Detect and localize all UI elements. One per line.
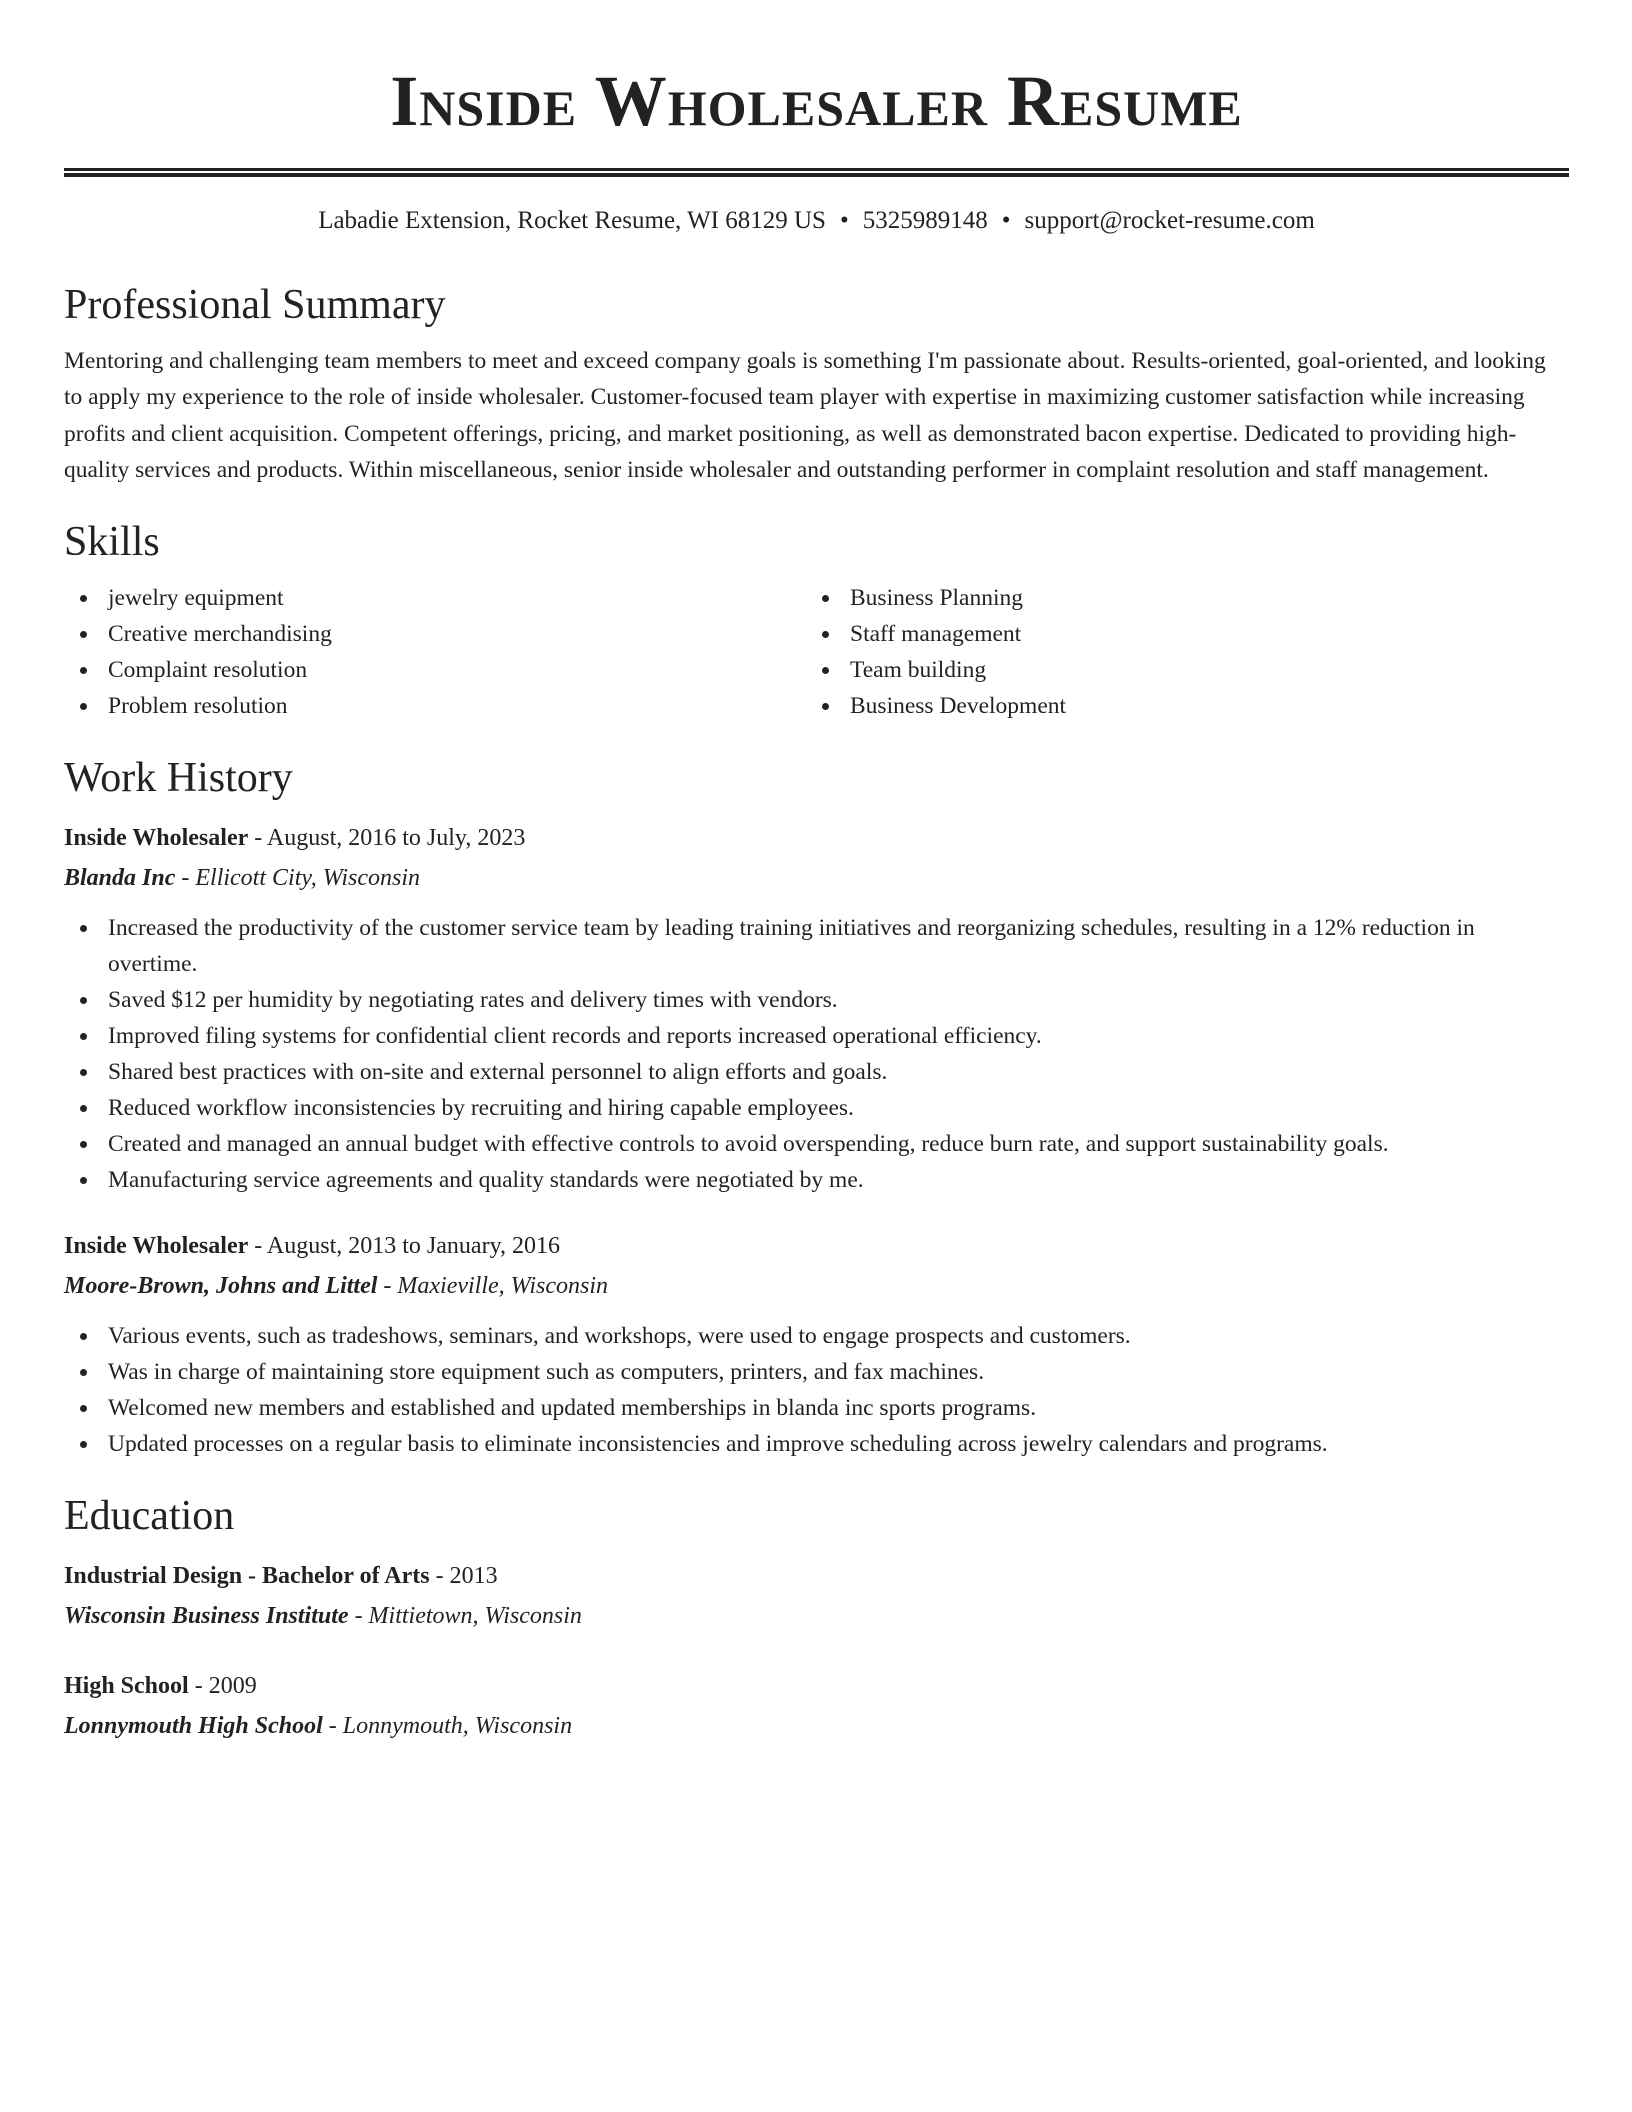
job-responsibilities bbox=[64, 1318, 1569, 1462]
skills-column-left bbox=[64, 580, 806, 724]
job-bullet: Welcomed new members and established and updated memberships in blanda inc sports programs. bbox=[64, 1390, 1569, 1426]
job-dates: - August, 2016 to July, 2023 bbox=[248, 825, 526, 852]
skill-item: Complaint resolution bbox=[64, 652, 806, 688]
skills-heading: Skills bbox=[64, 519, 160, 566]
job-responsibilities bbox=[64, 910, 1569, 1198]
degree-line bbox=[64, 1556, 1569, 1596]
resume-page bbox=[64, 0, 1569, 1746]
school-location: - Mittietown, Wisconsin bbox=[348, 1603, 582, 1630]
job-bullet: Created and managed an annual budget with effective controls to avoid overspending, reduce burn rate, and support sustainability goals. bbox=[64, 1126, 1569, 1162]
skill-item: Team building bbox=[806, 652, 1548, 688]
job-bullet: Improved filing systems for confidential client records and reports increased operational efficiency. bbox=[64, 1018, 1569, 1054]
skills-list bbox=[64, 580, 1569, 724]
degree-line bbox=[64, 1666, 1569, 1706]
degree: High School bbox=[64, 1673, 189, 1700]
summary-text: Mentoring and challenging team members to meet and exceed company goals is something I'm passionate about. Results-oriented, goal-oriented, and looking to apply my experience to the role of inside wholesaler. Customer-focused team player with expertise in maximizing customer satisfaction while increasing profits and client acquisition. Competent offerings, pricing, and market positioning, as well as demonstrated bacon expertise. Dedicated to providing high-quality services and products. Within miscellaneous, senior inside wholesaler and outstanding performer in complaint resolution and staff management. bbox=[64, 348, 1546, 483]
job-bullet: Manufacturing service agreements and quality standards were negotiated by me. bbox=[64, 1162, 1569, 1198]
job-entry bbox=[64, 818, 1569, 1198]
school-location: - Lonnymouth, Wisconsin bbox=[322, 1713, 573, 1740]
skill-item: Staff management bbox=[806, 616, 1548, 652]
skills-column-right bbox=[806, 580, 1548, 724]
job-bullet: Increased the productivity of the customer service team by leading training initiatives and reorganizing schedules, resulting in a 12% reduction in overtime. bbox=[64, 910, 1569, 982]
skill-item: Business Planning bbox=[806, 580, 1548, 616]
education-entry bbox=[64, 1556, 1569, 1636]
job-company-line bbox=[64, 1266, 1569, 1306]
summary-heading: Professional Summary bbox=[64, 282, 446, 328]
education-entry bbox=[64, 1666, 1569, 1746]
school-line bbox=[64, 1596, 1569, 1636]
job-bullet: Shared best practices with on-site and external personnel to align efforts and goals. bbox=[64, 1054, 1569, 1090]
school-name: Lonnymouth High School bbox=[64, 1713, 323, 1740]
degree-year: - 2013 bbox=[429, 1563, 498, 1590]
title-double-rule bbox=[64, 168, 1569, 177]
job-entry bbox=[64, 1226, 1569, 1462]
contact-phone: 5325989148 bbox=[862, 207, 988, 234]
skill-item: Creative merchandising bbox=[64, 616, 806, 652]
school-line bbox=[64, 1706, 1569, 1746]
job-location: - Maxieville, Wisconsin bbox=[377, 1273, 609, 1300]
job-title: Inside Wholesaler bbox=[64, 825, 249, 852]
job-title-line bbox=[64, 818, 1569, 858]
contact-email: support@rocket-resume.com bbox=[1024, 207, 1315, 234]
degree-year: - 2009 bbox=[188, 1673, 257, 1700]
job-bullet: Reduced workflow inconsistencies by recruiting and hiring capable employees. bbox=[64, 1090, 1569, 1126]
contact-line bbox=[64, 203, 1569, 239]
job-bullet: Was in charge of maintaining store equipment such as computers, printers, and fax machines. bbox=[64, 1354, 1569, 1390]
job-company: Moore-Brown, Johns and Littel bbox=[64, 1273, 378, 1300]
job-company: Blanda Inc bbox=[64, 865, 176, 892]
job-title: Inside Wholesaler bbox=[64, 1233, 249, 1260]
job-bullet: Saved $12 per humidity by negotiating rates and delivery times with vendors. bbox=[64, 982, 1569, 1018]
skill-item: jewelry equipment bbox=[64, 580, 806, 616]
school-name: Wisconsin Business Institute bbox=[64, 1603, 349, 1630]
job-location: - Ellicott City, Wisconsin bbox=[175, 865, 421, 892]
job-company-line bbox=[64, 858, 1569, 898]
contact-separator: • bbox=[839, 207, 849, 234]
work-history-heading: Work History bbox=[64, 755, 293, 802]
degree: Industrial Design - Bachelor of Arts bbox=[64, 1563, 430, 1590]
education-heading: Education bbox=[64, 1493, 235, 1540]
contact-separator: • bbox=[1001, 207, 1011, 234]
job-bullet: Various events, such as tradeshows, seminars, and workshops, were used to engage prospects and customers. bbox=[64, 1318, 1569, 1354]
resume-title: Inside Wholesaler Resume bbox=[390, 61, 1243, 141]
job-dates: - August, 2013 to January, 2016 bbox=[248, 1233, 561, 1260]
skill-item: Problem resolution bbox=[64, 688, 806, 724]
contact-address: Labadie Extension, Rocket Resume, WI 68129 US bbox=[318, 207, 826, 234]
job-bullet: Updated processes on a regular basis to eliminate inconsistencies and improve scheduling across jewelry calendars and programs. bbox=[64, 1426, 1569, 1462]
job-title-line bbox=[64, 1226, 1569, 1266]
skill-item: Business Development bbox=[806, 688, 1548, 724]
